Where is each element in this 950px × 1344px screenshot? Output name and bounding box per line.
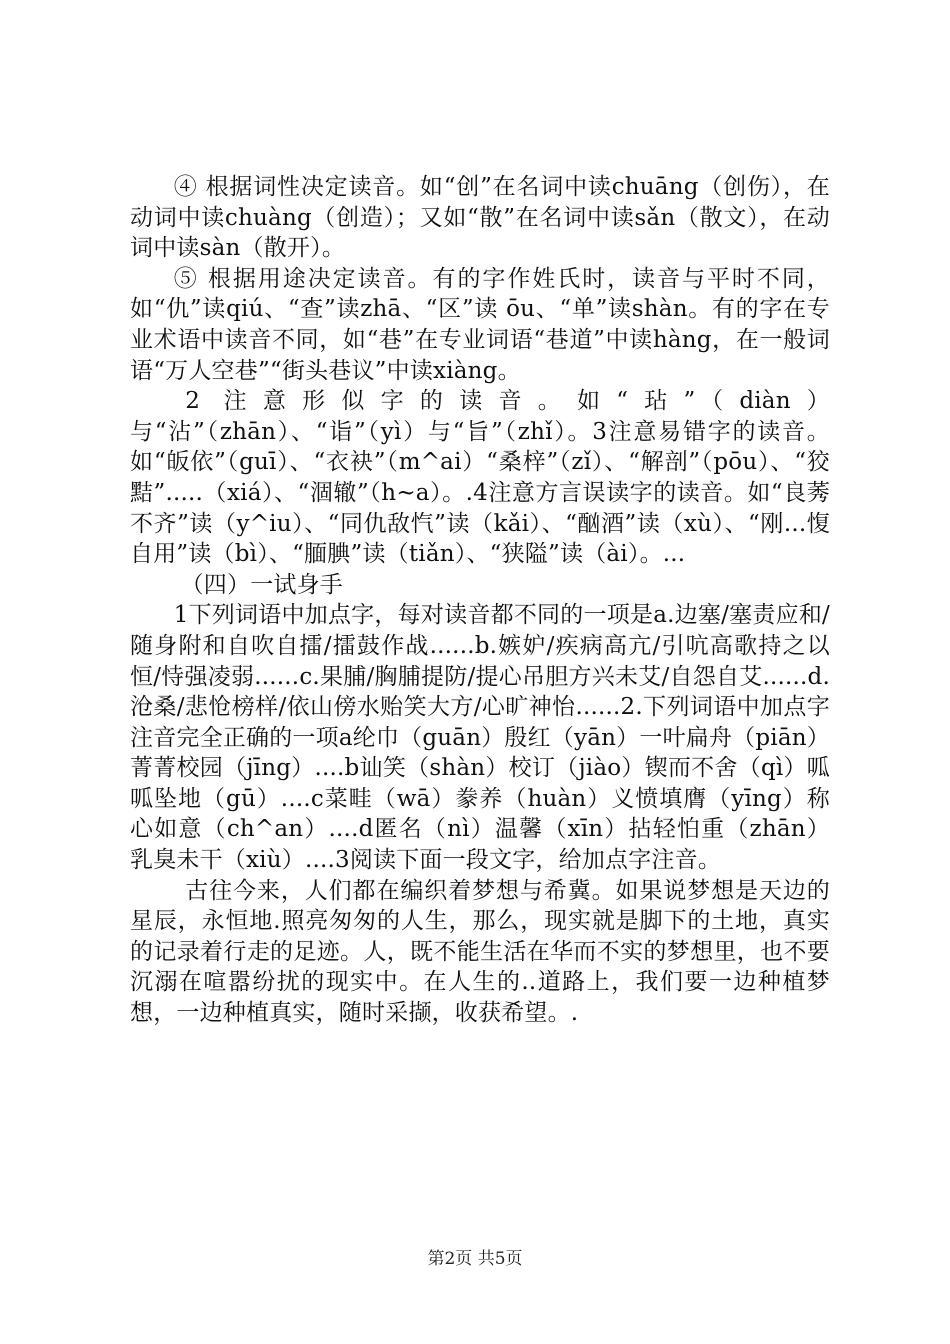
paragraph-part-of-speech: ④ 根据词性决定读音。如“创”在名词中读chuāng（创伤），在动词中读chuàng（创造）；又如“散”在名词中读sǎn（散文），在动词中读sàn（散开）。 — [130, 174, 830, 262]
paragraph-reading-passage: 古往今来，人们都在编织着梦想与希冀。如果说梦想是天边的星辰，永恒地.照亮匆匆的人生，那么，现实就是脚下的土地，真实的记录着行走的足迹。人，既不能生活在华而不实的梦想里，也不要沉溺在喧嚣纷扰的现实中。在人生的..道路上，我们要一边种植梦想，一边种植真实，随时采撷，收获希望。. — [130, 877, 830, 1027]
paragraph-usage: ⑤ 根据用途决定读音。有的字作姓氏时，读音与平时不同，如“仇”读qiú、“查”读zhā、“区”读 ōu、“单”读shàn。有的字在专业术语中读音不同，如“巷”在专业词语“巷道”中读hàng，在一般词语“万人空巷”“街头巷议”中读xiàng。 — [130, 265, 830, 384]
paragraph-exercises: 1下列词语中加点字，每对读音都不同的一项是a.边塞/塞责应和/随身附和自吹自擂/擂鼓作战......b.嫉妒/疾病高亢/引吭高歌持之以恒/恃强凌弱......c.果脯/胸脯提防/提心吊胆方兴未艾/自怨自艾......d.沧桑/悲怆榜样/依山傍水贻笑大方/心旷神怡......2.下列词语中加点字注音完全正确的一项a纶巾（guān）殷红（yān）一叶扁舟（piān）菁菁校园（jīng）....b讪笑（shàn）校订（jiào）锲而不舍（qì）呱呱坠地（gū）....c菜畦（wā）豢养（huàn）义愤填膺（yīng）称心如意（ch^an）....d匿名（nì）温馨（xīn）拈轻怕重（zhān）乳臭未干（xiù）....3阅读下面一段文字，给加点字注音。 — [130, 602, 830, 874]
document-body — [130, 172, 830, 1029]
section-heading: （四）一试身手 — [180, 571, 343, 598]
page-footer: 第2页 共5页 — [427, 1249, 523, 1269]
paragraph-similar-chars: 2 注意形似字的读音。如“玷”（diàn）与“沾”（zhān）、“诣”（yì）与“旨”（zhǐ）。3注意易错字的读音。如“皈依”（guī）、“衣袂”（m^ai）“桑梓”（zǐ）、“解剖”（pōu）、“狡黠”.....（xiá）、“涸辙”（h~a）。.4注意方言误读字的读音。如“良莠不齐”读（y^iu）、“同仇敌忾”读（kǎi）、“酗酒”读（xù）、“刚...愎自用”读（bì）、“腼腆”读（tiǎn）、“狭隘”读（ài）。... — [130, 388, 830, 568]
